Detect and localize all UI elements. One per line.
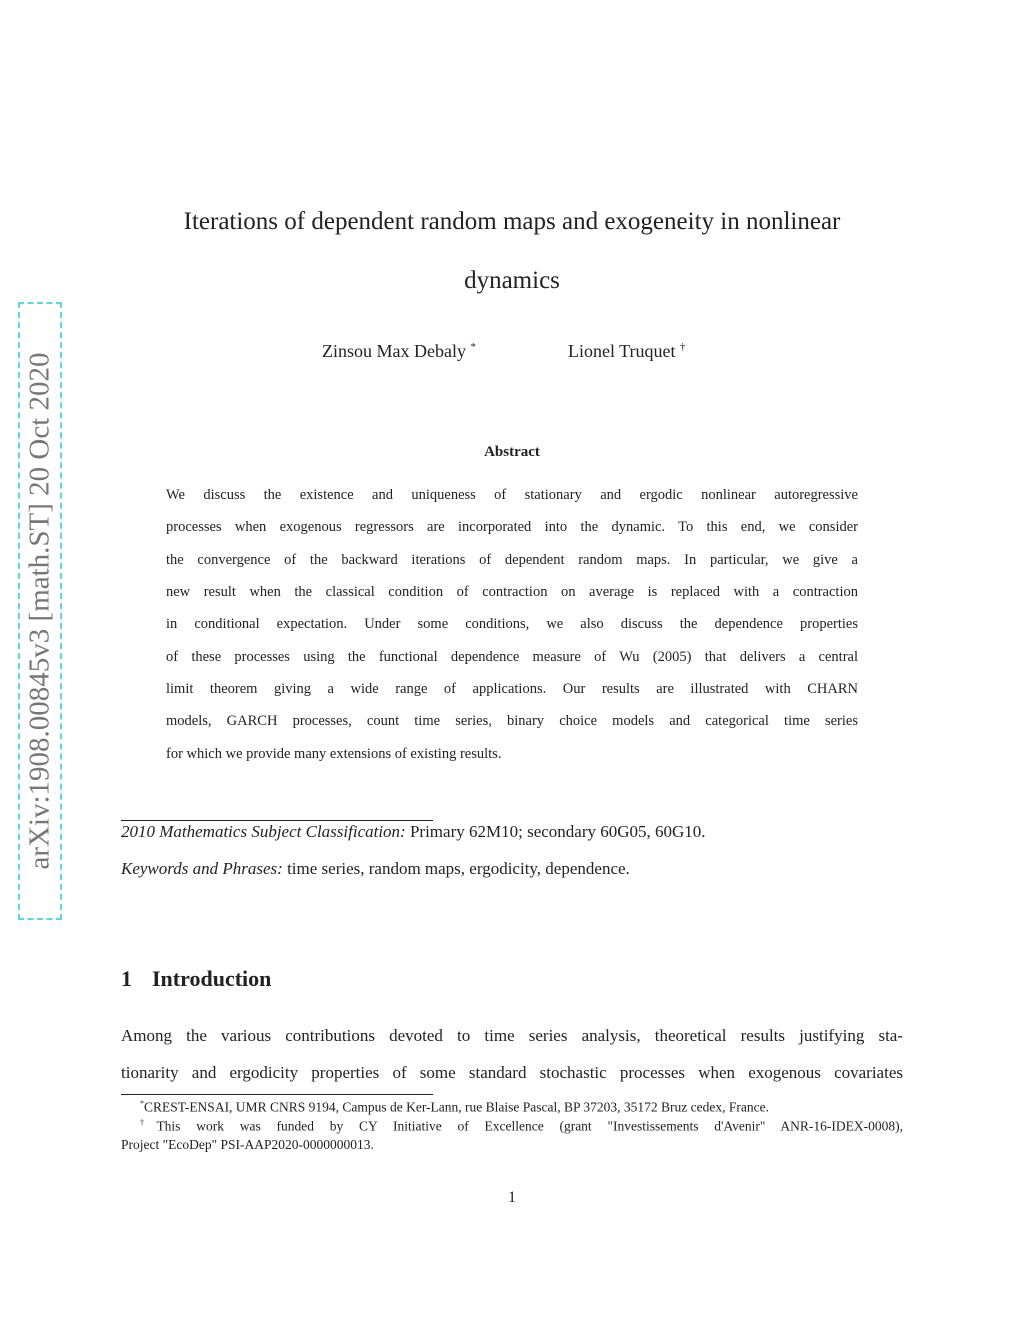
abstract-line: of these processes using the functional dependence measure of Wu (2005) that delivers a central [166,649,858,665]
footnote-mark: † [680,341,686,353]
intro-line: Among the various contributions devoted to time series analysis, theoretical results justifying sta- [121,1026,903,1045]
abstract-heading: Abstract [484,444,540,460]
msc-label: 2010 Mathematics Subject Classification: [121,822,406,841]
paper-title-line-2: dynamics [464,267,560,294]
author-2 [568,341,685,362]
footnote-2-continued: Project "EcoDep" PSI-AAP2020-0000000013. [121,1137,374,1152]
section-title: Introduction [152,966,272,991]
abstract-line: processes when exogenous regressors are incorporated into the dynamic. To this end, we consider [166,519,858,535]
footnote-mark: * [140,1099,145,1108]
abstract-line: the convergence of the backward iterations of dependent random maps. In particular, we give a [166,552,858,568]
keywords-value: time series, random maps, ergodicity, dependence. [287,859,630,878]
footnote-text: This work was funded by CY Initiative of Excellence (grant "Investissements d'Avenir" ANR-16-IDEX-0008), [156,1118,904,1134]
divider [121,820,433,821]
keywords-label: Keywords and Phrases: [121,859,283,878]
paper-title-line-1: Iterations of dependent random maps and exogeneity in nonlinear [183,208,841,235]
footnote-mark: * [470,341,476,353]
section-number: 1 [121,966,132,991]
footnote-mark: † [140,1118,157,1127]
section-heading [121,966,271,992]
abstract-line: in conditional expectation. Under some conditions, we also discuss the dependence properties [166,616,858,632]
msc-classification [121,822,706,842]
msc-value: Primary 62M10; secondary 60G05, 60G10. [409,822,706,841]
abstract-line: models, GARCH processes, count time series, binary choice models and categorical time series [166,713,858,729]
intro-line: tionarity and ergodicity properties of some standard stochastic processes when exogenous covariates [121,1063,903,1082]
abstract-line: limit theorem giving a wide range of applications. Our results are illustrated with CHARN [166,681,858,697]
author-name: Zinsou Max Debaly [322,341,466,361]
arxiv-id: arXiv:1908.00845v3 [math.ST] 20 Oct 2020 [23,352,56,870]
abstract-line: We discuss the existence and uniqueness of stationary and ergodic nonlinear autoregressive [166,487,858,503]
footnote-2 [140,1118,903,1135]
arxiv-stamp [18,302,62,920]
author-name: Lionel Truquet [568,341,676,361]
footnote-text: CREST-ENSAI, UMR CNRS 9194, Campus de Ker-Lann, rue Blaise Pascal, BP 37203, 35172 Bruz cedex, France. [144,1099,769,1115]
abstract-line: for which we provide many extensions of existing results. [166,746,502,762]
abstract-line: new result when the classical condition of contraction on average is replaced with a contraction [166,584,858,600]
page-number: 1 [508,1189,516,1206]
keywords [121,859,630,879]
footnote-rule [121,1094,433,1095]
author-1 [322,341,476,362]
footnote-1 [140,1099,769,1116]
